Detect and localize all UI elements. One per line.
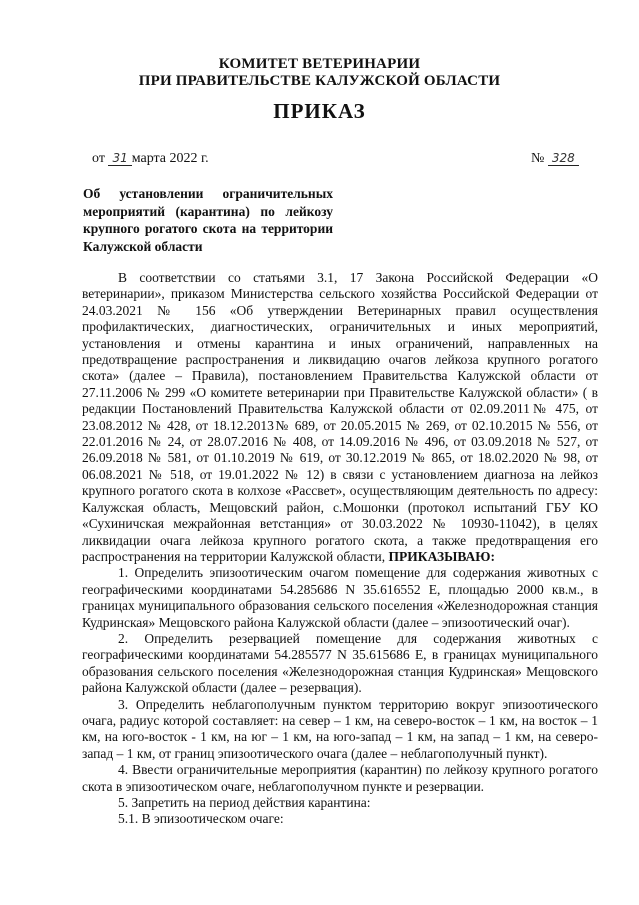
handwritten-day: 31 [108,152,131,166]
preamble-paragraph [82,270,598,565]
order-subject: Об установлении ограничительных мероприятий (карантина) по лейкозу крупного рогатого скота на территории Калужской области [83,186,333,254]
item-4: 4. Ввести ограничительные мероприятия (карантин) по лейкозу крупного рогатого скота в эпизоотическом очаге, неблагополучном пункте и резервации. [82,762,598,794]
government-name: ПРИ ПРАВИТЕЛЬСТВЕ КАЛУЖСКОЙ ОБЛАСТИ [138,73,501,89]
order-keyword: ПРИКАЗЫВАЮ: [388,548,495,564]
preamble-text: В соответствии со статьями 3.1, 17 Закона Российской Федерации «О ветеринарии», приказом Министерства сельского хозяйства Российской Федерации от 24.03.2021 № 156 «Об утверждении Ветеринарных правил осуществления профилактических, диагностических, ограничительных и иных мероприятий, установления и отмены карантина и иных ограничений, направленных на предотвращение распространения и ликвидацию очагов лейкоза крупного рогатого скота» (далее – Правила), постановлением Правительства Калужской области от 27.11.2006 № 299 «О комитете ветеринарии при Правительстве Калужской области» ( в редакции Постановлений Правительства Калужской области от 02.09.2011№ 475, от 23.08.2012 № 428, от 18.12.2013№ 689, от 20.05.2015 № 269, от 02.10.2015 № 556, от 22.01.2016 № 24, от 28.07.2016 № 408, от 14.09.2016 № 496, от 03.09.2018 № 527, от 26.09.2018 № 581, от 01.10.2019 № 619, от 30.12.2019 № 865, от 18.02.2020 № 98, от 06.08.2021 № 518, от 19.01.2022 № 12) в связи с установлением диагноза на лейкоз крупного рогатого скота в колхозе «Рассвет», осуществляющим деятельность по адресу: Калужская область, Мещовский район, с.Мошонки (протокол испытаний ГБУ КО «Сухиничская межрайонная ветстанция» от 30.03.2022 № 10930-11042), в целях ликвидации очага лейкоза крупного рогатого скота, а также предотвращения его распространения на территории Калужской области, [82,270,598,564]
order-body [82,270,598,828]
date-suffix: марта 2022 г. [131,151,209,166]
item-1: 1. Определить эпизоотическим очагом помещение для содержания животных с географическими координатами 54.285686 N 35.616552 E, площадью 2000 кв.м., в границах муниципального образования сельского поселения «Железнодорожная станция Кудринская» Мещовского района Калужской области (далее – эпизоотический очаг). [82,565,598,630]
item-2: 2. Определить резервацией помещение для содержания животных с географическими координатами 54.285577 N 35.615686 E, в границах муниципального образования сельского поселения «Железнодорожная станция Кудринская» Мещовского района Калужской области (далее – резервация). [82,630,598,696]
document-type: ПРИКАЗ [273,99,366,123]
order-number [531,151,579,167]
committee-name: КОМИТЕТ ВЕТЕРИНАРИИ [218,56,421,72]
item-5-1: 5.1. В эпизоотическом очаге: [118,811,284,827]
item-3: 3. Определить неблагополучным пунктом территорию вокруг эпизоотического очага, радиус которой составляет: на север – 1 км, на северо-восток – 1 км, на восток – 1 км, на юго-восток - 1 км, на юг – 1 км, на юго-запад – 1 км, на запад – 1 км, на северо-запад – 1 км, от границ эпизоотического очага (далее – неблагополучный пункт). [82,696,598,761]
handwritten-number: 328 [548,152,579,166]
date-prefix: от [92,151,105,166]
number-label: № [531,151,545,166]
order-date [92,151,209,167]
item-5: 5. Запретить на период действия карантина: [118,795,371,810]
